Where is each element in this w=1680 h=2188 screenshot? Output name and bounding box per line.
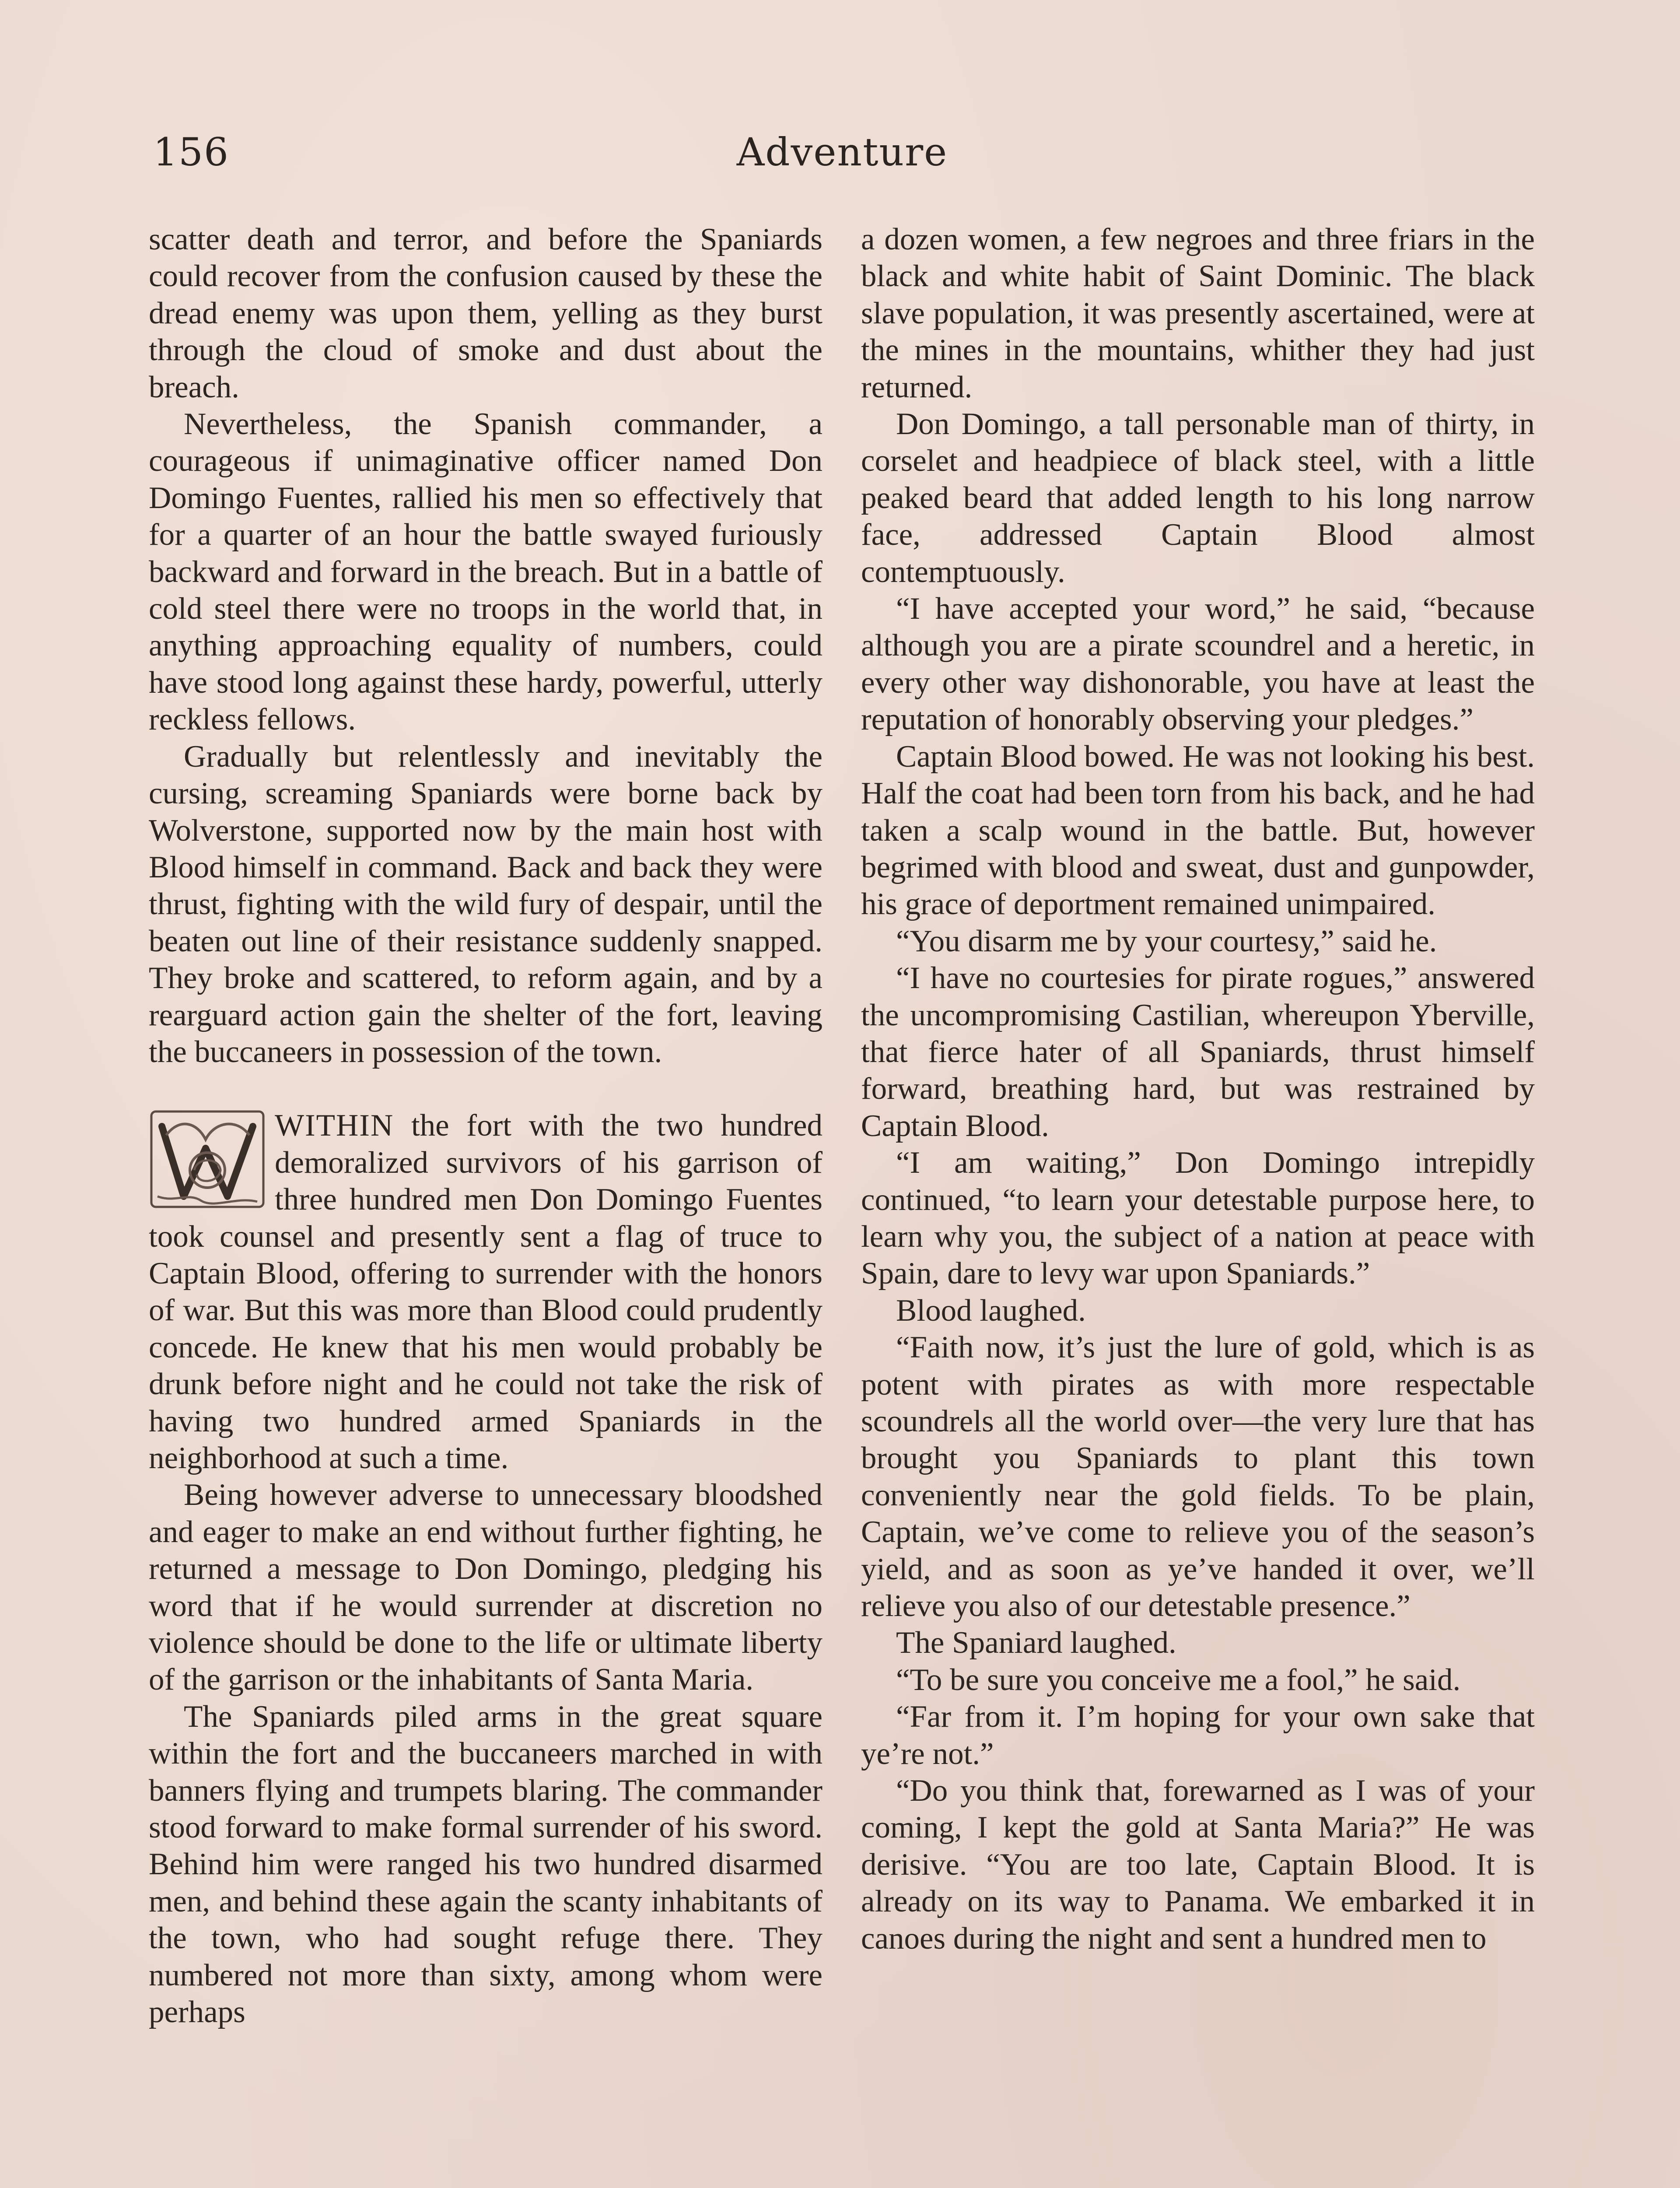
page-number: 156	[153, 130, 229, 175]
section-first-text: the fort with the two hundred demoralized survivors of his garrison of three hundred men Don Domingo Fuentes took counsel and presently sent a flag of truce to Captain Blood, offering to surrender with the honors of war. But this was more than Blood could prudently concede. He knew that his men would probably be drunk before night and he could not take the risk of having two hundred armed Spaniards in the neighborhood at such a time.	[149, 1108, 822, 1475]
paragraph: “I have no courtesies for pirate rogues,” answered the uncompromising Castilian, whereupon Yberville, that fierce hater of all Spaniards, thrust himself forward, breathing hard, but was restrained by Captain Blood.	[861, 961, 1535, 1143]
paragraph: “Far from it. I’m hoping for your own sake that ye’re not.”	[861, 1700, 1535, 1771]
paragraph: “I am waiting,” Don Domingo intrepidly continued, “to learn your detestable purpose here, to learn why you, the subject of a nation at peace with Spain, dare to levy war upon Spaniards.”	[861, 1146, 1535, 1291]
section-opening	[149, 1107, 822, 1476]
paragraph: “Faith now, it’s just the lure of gold, which is as potent with pirates as with more respectable scoundrels all the world over—the very lure that has brought you Spaniards to plant this town conveniently near the gold fields. To be plain, Captain, we’ve come to relieve you of the season’s yield, and as soon as ye’ve handed it over, we’ll relieve you also of our detestable presence.”	[861, 1330, 1535, 1623]
magazine-title: Adventure	[736, 130, 948, 175]
left-column	[149, 221, 822, 2031]
page-header	[144, 130, 1540, 186]
right-column	[861, 221, 1535, 1957]
paragraph: The Spaniard laughed.	[896, 1626, 1176, 1660]
paragraph: The Spaniards piled arms in the great square within the fort and the buccaneers marched in with banners flying and trumpets blaring. The commander stood forward to make formal surrender of his sword. Behind him were ranged his two hundred disarmed men, and behind these again the scanty inhabitants of the town, who had sought refuge there. They numbered not more than sixty, among whom were perhaps	[149, 1699, 822, 2030]
paragraph: “Do you think that, forewarned as I was of your coming, I kept the gold at Santa Maria?” He was derisive. “You are too late, Captain Blood. It is already on its way to Panama. We embarked it in canoes during the night and sent a hundred men to	[861, 1774, 1535, 1956]
ornamental-initial-w-icon	[149, 1109, 266, 1210]
paragraph: “You disarm me by your courtesy,” said he.	[896, 924, 1437, 958]
paragraph: Don Domingo, a tall personable man of thirty, in corselet and headpiece of black steel, with a little peaked beard that added length to his long narrow face, addressed Captain Blood almost contemptuously.	[861, 407, 1535, 589]
paragraph: Captain Blood bowed. He was not looking his best. Half the coat had been torn from his back, and he had taken a scalp wound in the battle. But, however begrimed with blood and sweat, dust and gunpowder, his grace of deportment remained unimpaired.	[861, 739, 1535, 922]
paragraph: Being however adverse to unnecessary bloodshed and eager to make an end without further fighting, he returned a message to Don Domingo, pledging his word that if he would surrender at discretion no violence should be done to the life or ultimate liberty of the garrison or the inhabitants of Santa Maria.	[149, 1478, 822, 1697]
paragraph: Gradually but relentlessly and inevitably the cursing, screaming Spaniards were borne back by Wolverstone, supported now by the main host with Blood himself in command. Back and back they were thrust, fighting with the wild fury of despair, until the beaten out line of their resistance suddenly snapped. They broke and scattered, to reform again, and by a rearguard action gain the shelter of the fort, leaving the buccaneers in possession of the town.	[149, 739, 822, 1069]
paragraph: Blood laughed.	[896, 1293, 1086, 1328]
paragraph: “I have accepted your word,” he said, “because although you are a pirate scoundrel and a heretic, in every other way dishonorable, you have at least the reputation of honorably observing your pledges.”	[861, 592, 1535, 737]
paragraph: Nevertheless, the Spanish commander, a courageous if unimaginative officer named Don Domingo Fuentes, rallied his men so effectively that for a quarter of an hour the battle swayed furiously backward and forward in the breach. But in a battle of cold steel there were no troops in the world that, in anything approaching equality of numbers, could have stood long against these hardy, powerful, utterly reckless fellows.	[149, 407, 822, 737]
paragraph: scatter death and terror, and before the Spaniards could recover from the confusion caused by these the dread enemy was upon them, yelling as they burst through the cloud of smoke and dust about the breach.	[149, 222, 822, 404]
section-break	[149, 1070, 822, 1107]
section-lead-word: WITHIN	[275, 1108, 394, 1143]
paragraph: “To be sure you conceive me a fool,” he said.	[896, 1662, 1461, 1697]
paragraph: a dozen women, a few negroes and three friars in the black and white habit of Saint Dominic. The black slave population, it was presently ascertained, were at the mines in the mountains, whither they had just returned.	[861, 222, 1535, 404]
